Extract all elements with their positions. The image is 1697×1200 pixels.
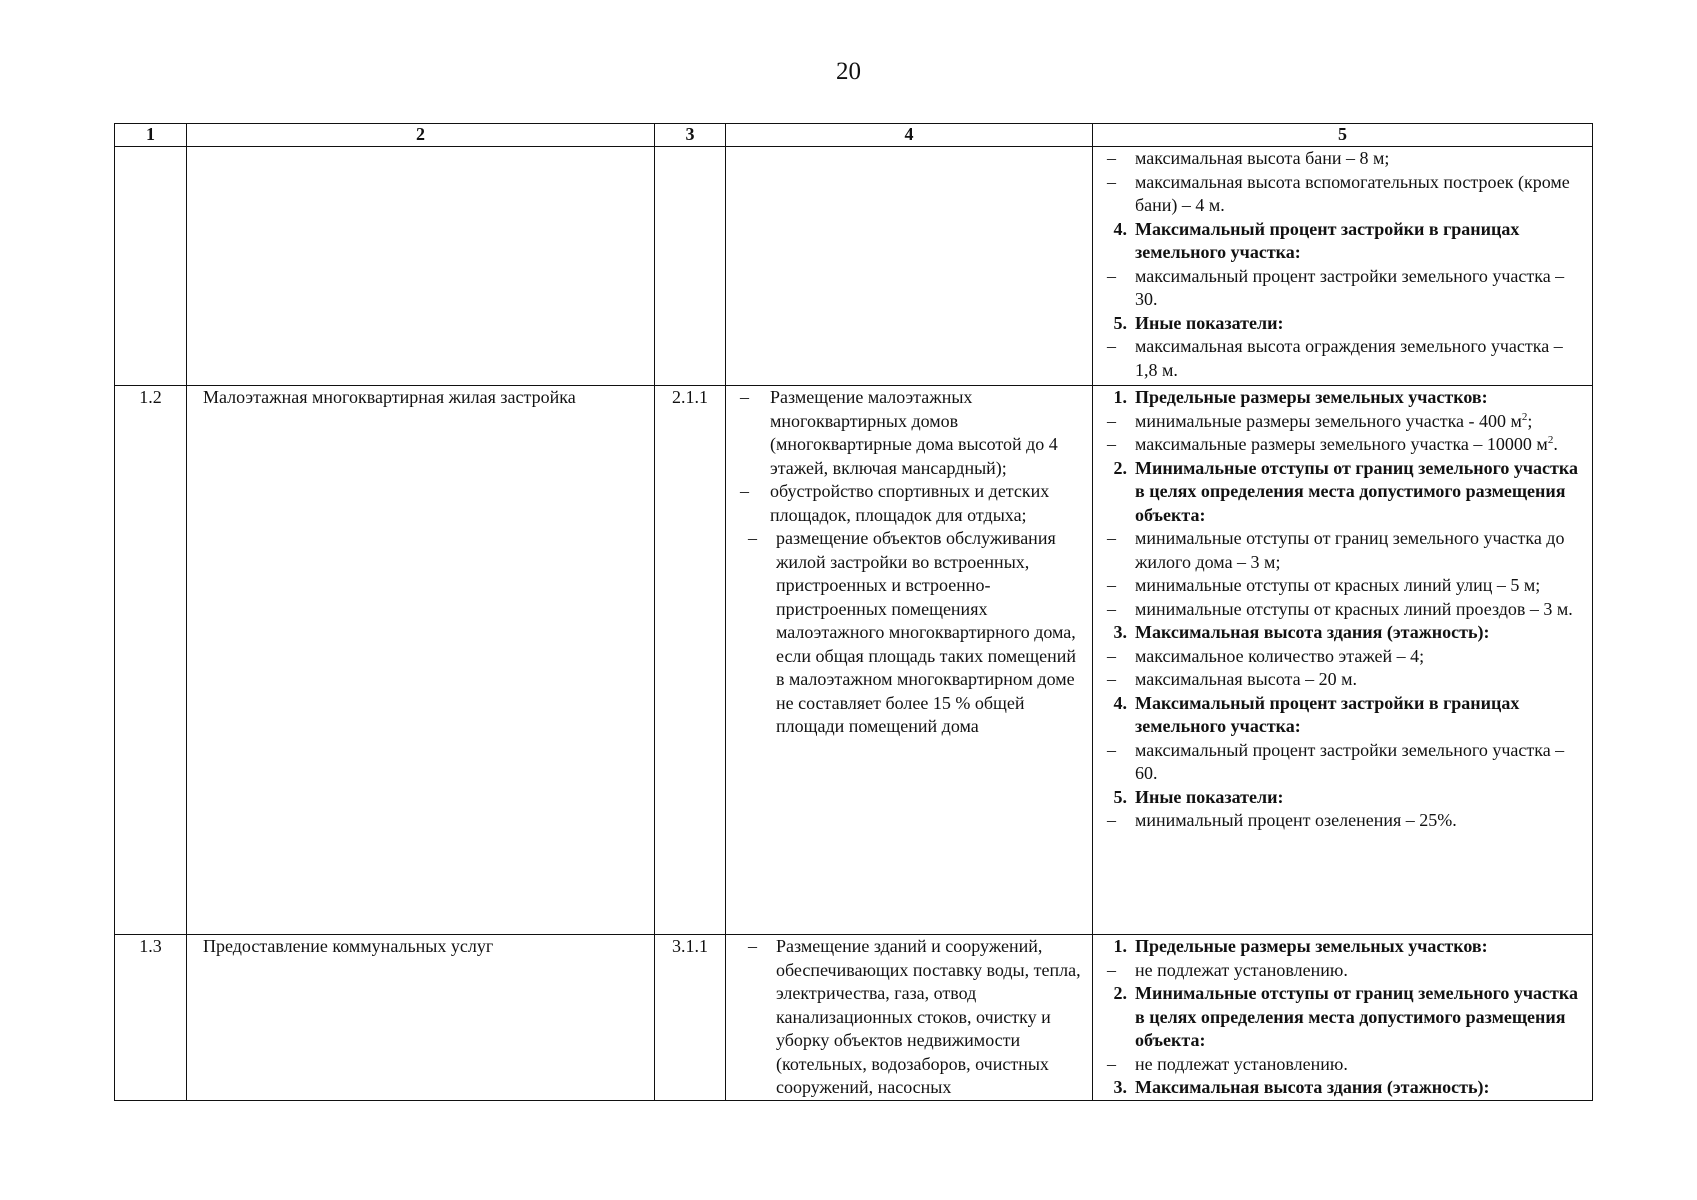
parameter-text xyxy=(1135,527,1586,574)
parameter-number: 5. xyxy=(1113,312,1127,333)
description-item xyxy=(734,527,1086,739)
dash-bullet-icon: – xyxy=(1107,645,1116,666)
dash-bullet-icon: – xyxy=(748,528,757,548)
parameter-item xyxy=(1099,410,1586,434)
parameter-text-main: Предельные размеры земельных участков: xyxy=(1135,936,1488,956)
use-name: Предоставление коммунальных услуг xyxy=(203,936,494,956)
parameter-item xyxy=(1099,645,1586,669)
description-item xyxy=(734,386,1086,480)
column-header: 5 xyxy=(1093,124,1593,147)
use-code-cell xyxy=(655,386,726,935)
parameter-item xyxy=(1099,574,1586,598)
parameter-text-main: Максимальная высота здания (этажность): xyxy=(1135,1077,1490,1097)
parameter-text-tail: . xyxy=(1553,434,1558,454)
parameter-text-main: максимальное количество этажей – 4; xyxy=(1135,645,1425,666)
table-row xyxy=(115,386,1593,935)
parameter-heading xyxy=(1099,786,1586,810)
parameter-number: 1. xyxy=(1113,936,1127,956)
parameters-list xyxy=(1099,935,1586,1100)
parameter-text-main: максимальная высота ограждения земельного участка – 1,8 м. xyxy=(1135,336,1563,380)
parameters-cell xyxy=(1093,386,1593,935)
parameter-item xyxy=(1099,433,1586,457)
column-header: 2 xyxy=(187,124,655,147)
dash-bullet-icon: – xyxy=(1107,959,1116,980)
parameter-item xyxy=(1099,959,1586,983)
dash-bullet-icon: – xyxy=(740,387,749,407)
page-number: 20 xyxy=(836,58,861,85)
use-description-cell xyxy=(726,935,1093,1101)
description-list xyxy=(734,386,1086,739)
table-header-row xyxy=(115,124,1593,147)
dash-bullet-icon: – xyxy=(1107,1053,1116,1074)
parameter-text xyxy=(1135,809,1586,833)
parameter-item xyxy=(1099,335,1586,382)
parameter-text xyxy=(1135,433,1586,457)
parameter-text xyxy=(1135,171,1586,218)
parameter-text-main: не подлежат установлению. xyxy=(1135,959,1348,980)
parameter-heading xyxy=(1099,312,1586,336)
parameter-text-main: максимальный процент застройки земельного участка – 60. xyxy=(1135,739,1565,783)
parameter-text xyxy=(1135,786,1586,810)
parameter-text xyxy=(1135,265,1586,312)
parameter-text-main: Минимальные отступы от границ земельного участка в целях определения места допустимого размещения объекта: xyxy=(1135,983,1578,1050)
dash-bullet-icon: – xyxy=(1107,575,1116,595)
parameter-text-main: минимальные отступы от границ земельного участка до жилого дома – 3 м; xyxy=(1135,528,1565,572)
parameter-item xyxy=(1099,147,1586,171)
parameter-number: 5. xyxy=(1113,786,1127,807)
use-name-cell xyxy=(187,147,655,386)
column-header: 3 xyxy=(655,124,726,147)
use-name: Малоэтажная многоквартирная жилая застройка xyxy=(203,387,576,407)
parameter-text xyxy=(1135,935,1586,959)
column-header: 4 xyxy=(726,124,1093,147)
parameter-heading xyxy=(1099,935,1586,959)
dash-bullet-icon: – xyxy=(1107,171,1116,192)
parameter-text xyxy=(1135,739,1586,786)
dash-bullet-icon: – xyxy=(748,936,757,956)
dash-bullet-icon: – xyxy=(740,481,749,501)
parameter-text xyxy=(1135,386,1586,410)
parameter-heading xyxy=(1099,218,1586,265)
dash-bullet-icon: – xyxy=(1107,669,1116,689)
parameter-heading xyxy=(1099,386,1586,410)
parameter-text-main: минимальные размеры земельного участка - 400 м xyxy=(1135,410,1522,431)
parameter-text xyxy=(1135,312,1586,336)
use-name-cell xyxy=(187,935,655,1101)
parameter-text-main: Максимальный процент застройки в границах земельного участка: xyxy=(1135,218,1520,262)
parameters-cell xyxy=(1093,147,1593,386)
parameter-item xyxy=(1099,809,1586,833)
dash-bullet-icon: – xyxy=(1107,336,1116,356)
row-number-cell xyxy=(115,147,187,386)
parameter-item xyxy=(1099,668,1586,692)
parameter-text xyxy=(1135,410,1586,434)
parameter-item xyxy=(1099,739,1586,786)
parameter-text-main: Максимальная высота здания (этажность): xyxy=(1135,622,1490,642)
description-text: Размещение малоэтажных многоквартирных домов (многоквартирные дома высотой до 4 этажей, включая мансардный); xyxy=(770,387,1058,478)
use-description-cell xyxy=(726,147,1093,386)
use-code: 2.1.1 xyxy=(672,387,708,407)
parameter-number: 2. xyxy=(1113,457,1127,478)
description-item xyxy=(734,480,1086,527)
parameter-heading xyxy=(1099,621,1586,645)
parameter-number: 3. xyxy=(1113,1077,1127,1097)
description-text: обустройство спортивных и детских площадок, площадок для отдыха; xyxy=(770,481,1050,525)
parameter-text xyxy=(1135,645,1586,669)
parameter-text-main: максимальная высота – 20 м. xyxy=(1135,669,1357,689)
dash-bullet-icon: – xyxy=(1107,739,1116,760)
parameter-number: 1. xyxy=(1113,387,1127,407)
parameter-text-tail: ; xyxy=(1527,410,1533,431)
parameter-text xyxy=(1135,335,1586,382)
dash-bullet-icon: – xyxy=(1107,528,1116,548)
parameter-text xyxy=(1135,621,1586,645)
row-number: 1.3 xyxy=(139,936,162,956)
dash-bullet-icon: – xyxy=(1107,810,1116,830)
table-row xyxy=(115,935,1593,1101)
parameter-text xyxy=(1135,1053,1586,1077)
parameter-heading xyxy=(1099,1076,1586,1100)
parameter-text-main: минимальные отступы от красных линий проездов – 3 м. xyxy=(1135,598,1573,619)
use-code-cell xyxy=(655,147,726,386)
parameter-text xyxy=(1135,218,1586,265)
description-list xyxy=(734,935,1086,1099)
parameter-text-main: Иные показатели: xyxy=(1135,312,1284,333)
description-item xyxy=(734,935,1086,1099)
parameter-text xyxy=(1135,959,1586,983)
parameter-text-main: не подлежат установлению. xyxy=(1135,1053,1348,1074)
row-number: 1.2 xyxy=(139,387,162,407)
parameter-text-main: максимальная высота бани – 8 м; xyxy=(1135,148,1390,168)
parameter-text xyxy=(1135,574,1586,598)
parameter-text-main: Минимальные отступы от границ земельного участка в целях определения места допустимого размещения объекта: xyxy=(1135,457,1578,525)
use-name-cell xyxy=(187,386,655,935)
parameter-item xyxy=(1099,265,1586,312)
parameter-text-main: максимальная высота вспомогательных построек (кроме бани) – 4 м. xyxy=(1135,171,1570,215)
parameter-text xyxy=(1135,692,1586,739)
parameter-number: 4. xyxy=(1113,218,1127,239)
parameter-text xyxy=(1135,147,1586,171)
parameter-heading xyxy=(1099,692,1586,739)
parameter-text xyxy=(1135,598,1586,622)
superscript: 2 xyxy=(1547,434,1554,446)
parameter-text xyxy=(1135,1076,1586,1100)
parameter-number: 4. xyxy=(1113,692,1127,713)
dash-bullet-icon: – xyxy=(1107,434,1116,454)
parameter-text-main: минимальные отступы от красных линий улиц – 5 м; xyxy=(1135,575,1541,595)
parameter-text-main: Максимальный процент застройки в границах земельного участка: xyxy=(1135,692,1520,736)
parameter-text-main: Иные показатели: xyxy=(1135,786,1284,807)
parameter-text xyxy=(1135,668,1586,692)
parameters-list xyxy=(1099,386,1586,833)
superscript: 2 xyxy=(1521,410,1528,423)
parameter-text-main: максимальные размеры земельного участка – 10000 м xyxy=(1135,434,1548,454)
parameter-text xyxy=(1135,457,1586,528)
parameter-item xyxy=(1099,1053,1586,1077)
parameter-heading xyxy=(1099,982,1586,1053)
parameter-number: 2. xyxy=(1113,983,1127,1003)
parameters-list xyxy=(1099,147,1586,382)
parameter-item xyxy=(1099,598,1586,622)
parameter-text-main: минимальный процент озеленения – 25%. xyxy=(1135,810,1457,830)
row-number-cell xyxy=(115,935,187,1101)
use-code: 3.1.1 xyxy=(672,936,708,956)
parameter-item xyxy=(1099,527,1586,574)
dash-bullet-icon: – xyxy=(1107,265,1116,286)
use-description-cell xyxy=(726,386,1093,935)
parameters-cell xyxy=(1093,935,1593,1101)
zoning-table xyxy=(114,123,1593,1101)
parameter-text-main: Предельные размеры земельных участков: xyxy=(1135,387,1488,407)
description-text: Размещение зданий и сооружений, обеспечивающих поставку воды, тепла, электричества, газа, отвод канализационных стоков, очистку и уборку объектов недвижимости (котельных, водозаборов, очистных сооружений, насосных xyxy=(776,936,1081,1097)
dash-bullet-icon: – xyxy=(1107,410,1116,431)
parameter-text xyxy=(1135,982,1586,1053)
parameter-number: 3. xyxy=(1113,622,1127,642)
parameter-text-main: максимальный процент застройки земельного участка – 30. xyxy=(1135,265,1565,309)
parameter-heading xyxy=(1099,457,1586,528)
dash-bullet-icon: – xyxy=(1107,148,1116,168)
row-number-cell xyxy=(115,386,187,935)
dash-bullet-icon: – xyxy=(1107,598,1116,619)
use-code-cell xyxy=(655,935,726,1101)
description-text: размещение объектов обслуживания жилой застройки во встроенных, пристроенных и встроенно-пристроенных помещениях малоэтажного многоквартирного дома, если общая площадь таких помещений в малоэтажном многоквартирном доме не составляет более 15 % общей площади помещений дома xyxy=(776,528,1077,736)
table-row xyxy=(115,147,1593,386)
column-header: 1 xyxy=(115,124,187,147)
parameter-item xyxy=(1099,171,1586,218)
